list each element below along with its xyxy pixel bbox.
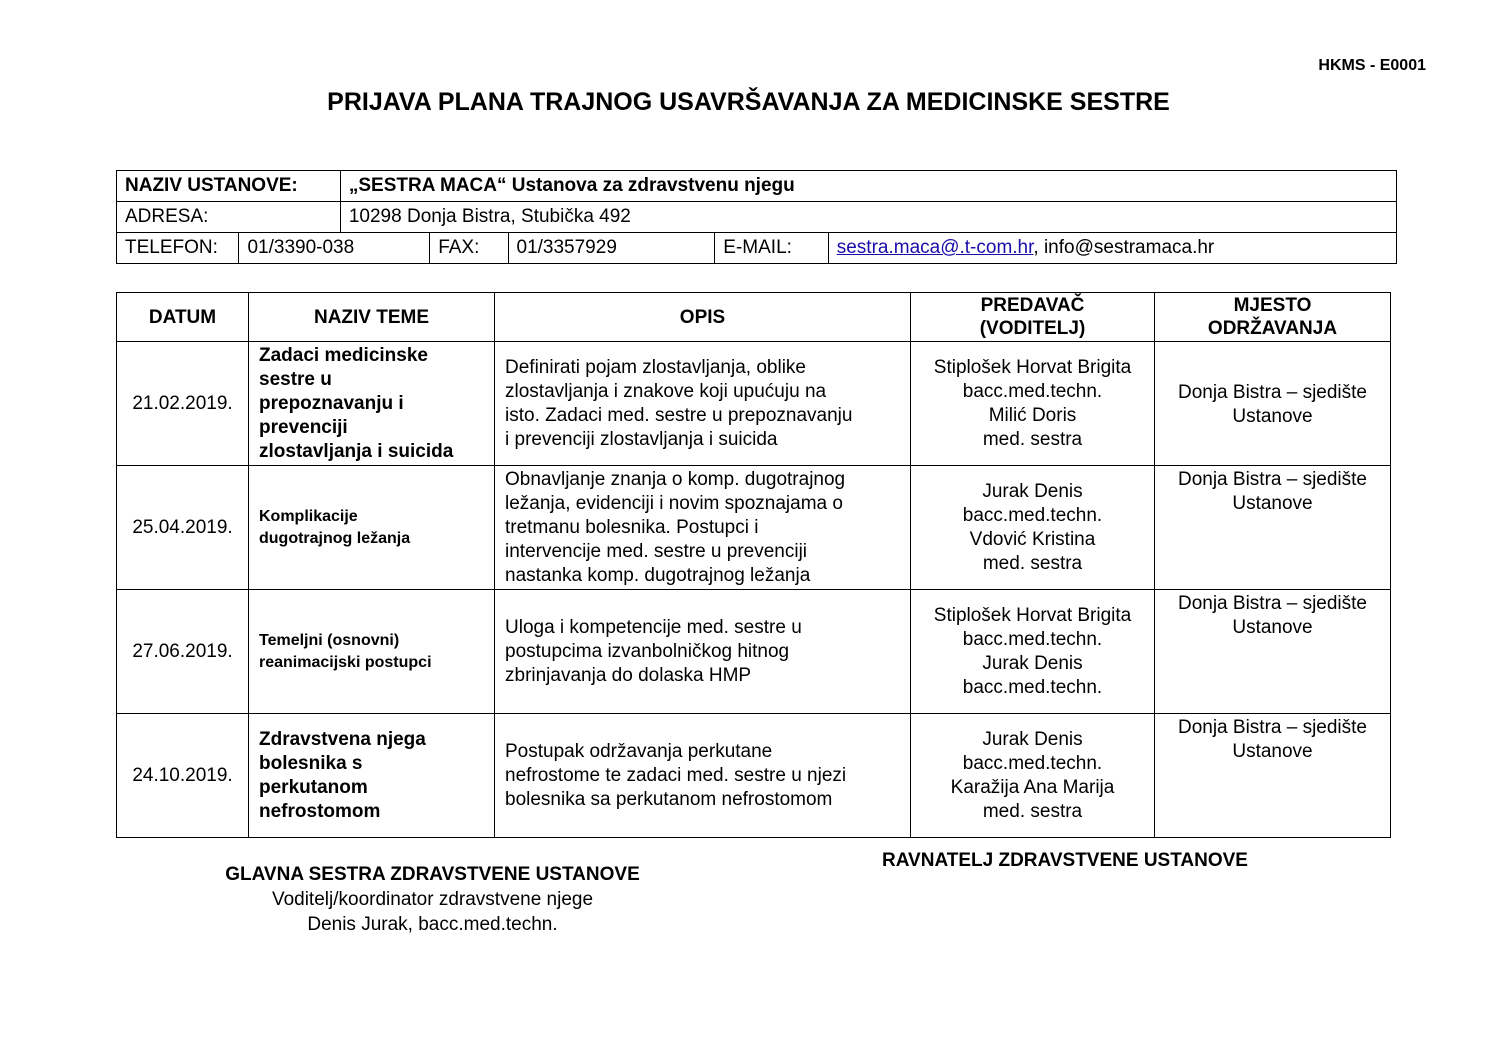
- table-row: [117, 714, 1391, 838]
- row-desc: Uloga i kompetencije med. sestre u postupcima izvanbolničkog hitnog zbrinjavanja do dolaska HMP: [495, 590, 911, 714]
- header-date: DATUM: [117, 293, 249, 342]
- document-code: HKMS - E0001: [1318, 57, 1426, 74]
- institution-address-row: [117, 202, 1397, 233]
- row-theme: Komplikacije dugotrajnog ležanja: [249, 466, 495, 590]
- table-row: [117, 590, 1391, 714]
- row-desc: Definirati pojam zlostavljanja, oblike zlostavljanja i znakove koji upućuju na isto. Zadaci med. sestre u prepoznavanju i prevenciji zlostavljanja i suicida: [495, 342, 911, 466]
- row-place: Donja Bistra – sjedište Ustanove: [1155, 466, 1391, 590]
- row-theme: Zdravstvena njega bolesnika s perkutanom nefrostomom: [249, 714, 495, 838]
- email-value: [828, 233, 1396, 264]
- address-label: ADRESA:: [117, 202, 341, 233]
- row-place: Donja Bistra – sjedište Ustanove: [1155, 590, 1391, 714]
- director-title: RAVNATELJ ZDRAVSTVENE USTANOVE: [882, 850, 1248, 871]
- institution-name-row: [117, 171, 1397, 202]
- table-row: [117, 342, 1391, 466]
- table-row: [117, 466, 1391, 590]
- institution-contact-row: [117, 233, 1397, 264]
- row-lecturer: Jurak Denis bacc.med.techn. Karažija Ana Marija med. sestra: [911, 714, 1155, 838]
- head-nurse-title: GLAVNA SESTRA ZDRAVSTVENE USTANOVE: [225, 864, 640, 885]
- row-theme: Temeljni (osnovni) reanimacijski postupci: [249, 590, 495, 714]
- email-link[interactable]: sestra.maca@.t-com.hr: [836, 237, 1034, 258]
- head-nurse-name: Denis Jurak, bacc.med.techn.: [307, 914, 558, 935]
- plan-header-row: [117, 293, 1391, 342]
- row-date: 25.04.2019.: [117, 466, 249, 590]
- row-place: Donja Bistra – sjedište Ustanove: [1155, 714, 1391, 838]
- header-lecturer-line2: (VODITELJ): [979, 318, 1086, 339]
- header-lecturer-line1: PREDAVAČ: [980, 295, 1085, 316]
- row-desc: Postupak održavanja perkutane nefrostome te zadaci med. sestre u njezi bolesnika sa perkutanom nefrostomom: [495, 714, 911, 838]
- fax-label: FAX:: [430, 233, 508, 264]
- row-date: 21.02.2019.: [117, 342, 249, 466]
- email-rest: , info@sestramaca.hr: [1033, 237, 1215, 258]
- address-value: 10298 Donja Bistra, Stubička 492: [340, 202, 1396, 233]
- institution-name-label: NAZIV USTANOVE:: [117, 171, 341, 202]
- email-label: E-MAIL:: [715, 233, 828, 264]
- row-theme: Zadaci medicinske sestre u prepoznavanju i prevenciji zlostavljanja i suicida: [249, 342, 495, 466]
- header-place-line1: MJESTO: [1233, 295, 1312, 316]
- row-lecturer: Stiplošek Horvat Brigita bacc.med.techn. Jurak Denis bacc.med.techn.: [911, 590, 1155, 714]
- document-title: PRIJAVA PLANA TRAJNOG USAVRŠAVANJA ZA MEDICINSKE SESTRE: [327, 88, 1170, 116]
- institution-table: [116, 170, 1397, 264]
- head-nurse-signature-block: [180, 862, 685, 937]
- row-desc: Obnavljanje znanja o komp. dugotrajnog ležanja, evidenciji i novim spoznajama o tretmanu bolesnika. Postupci i intervencije med. sestre u prevenciji nastanka komp. dugotrajnog ležanja: [495, 466, 911, 590]
- header-place: [1155, 293, 1391, 342]
- row-place: Donja Bistra – sjedište Ustanove: [1155, 342, 1391, 466]
- header-desc: OPIS: [495, 293, 911, 342]
- phone-value: 01/3390-038: [239, 233, 430, 264]
- fax-value: 01/3357929: [508, 233, 715, 264]
- row-date: 27.06.2019.: [117, 590, 249, 714]
- plan-table: [116, 292, 1391, 838]
- row-lecturer: Stiplošek Horvat Brigita bacc.med.techn. Milić Doris med. sestra: [911, 342, 1155, 466]
- head-nurse-role: Voditelj/koordinator zdravstvene njege: [271, 889, 594, 910]
- phone-label: TELEFON:: [117, 233, 239, 264]
- header-theme: NAZIV TEME: [249, 293, 495, 342]
- institution-name-value: „SESTRA MACA“ Ustanova za zdravstvenu njegu: [340, 171, 1396, 202]
- row-lecturer: Jurak Denis bacc.med.techn. Vdović Kristina med. sestra: [911, 466, 1155, 590]
- row-date: 24.10.2019.: [117, 714, 249, 838]
- header-lecturer: [911, 293, 1155, 342]
- header-place-line2: ODRŽAVANJA: [1207, 318, 1338, 339]
